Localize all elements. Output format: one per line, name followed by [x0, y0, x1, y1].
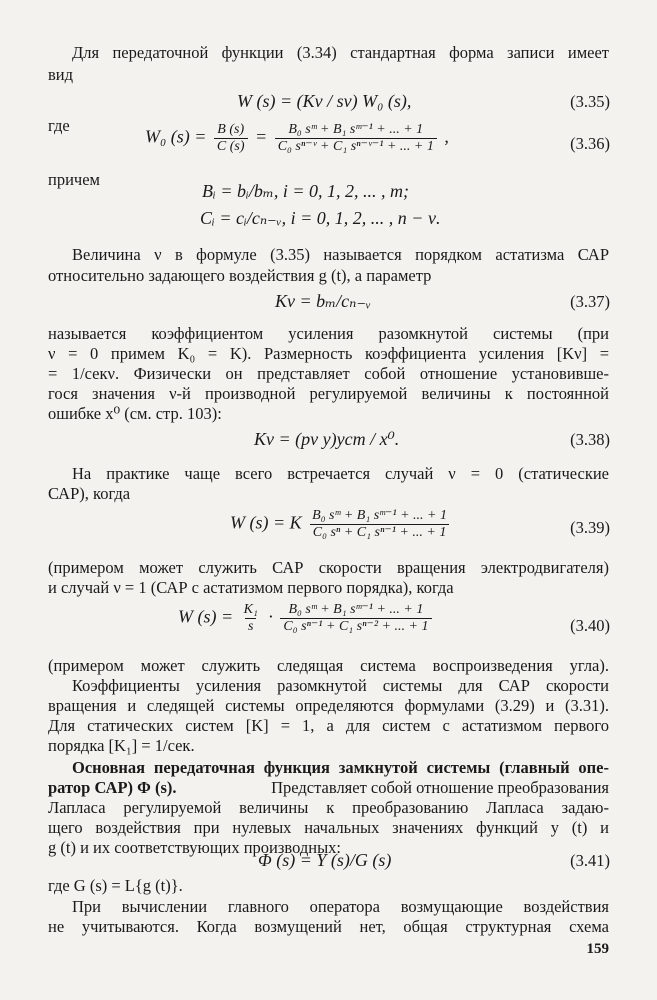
equation-3-41: Φ (s) = Y (s)/G (s) — [258, 850, 392, 870]
text-line: не учитываются. Когда возмущений нет, общая структурная схема — [48, 917, 609, 936]
equation-3-37: Kν = bₘ/cₙ₋ᵥ — [275, 291, 372, 311]
text-line: Для передаточной функции (3.34) стандартная форма записи имеет — [72, 43, 609, 62]
eq-lhs: W₀ (s) = — [145, 126, 207, 147]
section-heading: Основная передаточная функция замкнутой системы (главный опе- — [72, 758, 609, 777]
text-line: вид — [48, 65, 74, 84]
equation-number: (3.37) — [570, 292, 610, 311]
fraction-denominator: s — [245, 618, 256, 635]
text-line: g (t) и их соответствующих производных: — [48, 838, 342, 857]
eq-tail: , — [444, 126, 449, 147]
text-line: порядка [K₁] = 1/сек. — [48, 736, 195, 755]
text-line: = 1/секν. Физически он представляет собой отношение установивше- — [48, 364, 609, 383]
equation-ci: Cᵢ = cᵢ/cₙ₋ᵥ, i = 0, 1, 2, ... , n − ν. — [200, 208, 441, 228]
eq-dot: · — [268, 606, 273, 627]
text-line: ошибке x⁰ (см. стр. 103): — [48, 404, 222, 423]
equation-number: (3.35) — [570, 92, 610, 111]
fraction — [241, 602, 261, 635]
text-line: где G (s) = L{g (t)}. — [48, 876, 183, 895]
fraction-numerator: B₀ sᵐ + B₁ sᵐ⁻¹ + ... + 1 — [288, 122, 424, 137]
text-line: где — [48, 116, 70, 135]
text-line: щего воздействия при нулевых начальных значениях функций y (t) и — [48, 818, 609, 837]
equation-number: (3.40) — [570, 616, 610, 635]
fraction-numerator: K₁ — [243, 602, 258, 617]
equation-3-38: Kν = (pν y)уст / x⁰. — [254, 429, 400, 449]
equation-number: (3.38) — [570, 430, 610, 449]
page-number: 159 — [586, 941, 609, 957]
text-line: гося значения ν-й производной регулируемой величины к постоянной — [48, 384, 609, 403]
fraction — [214, 122, 248, 155]
text-line: Коэффициенты усиления разомкнутой системы для САР скорости — [72, 676, 609, 695]
equation-3-35: W (s) = (Kν / sν) W₀ (s), — [237, 91, 412, 111]
fraction — [309, 508, 450, 541]
text-line: ν = 0 примем K₀ = K). Размерность коэффициента усиления [Kν] = — [48, 344, 609, 363]
equation-bi: Bᵢ = bᵢ/bₘ, i = 0, 1, 2, ... , m; — [202, 181, 410, 201]
text-line: называется коэффициентом усиления разомкнутой системы (при — [48, 324, 609, 343]
fraction-numerator: B₀ sᵐ + B₁ sᵐ⁻¹ + ... + 1 — [312, 508, 447, 523]
text-line: Величина ν в формуле (3.35) называется порядком астатизма САР — [72, 245, 609, 264]
fraction-denominator: C₀ sⁿ⁻ᵛ + C₁ sⁿ⁻ᵛ⁻¹ + ... + 1 — [275, 138, 437, 155]
text-line: Лапласа регулируемой величины к преобразованию Лапласа задаю- — [48, 798, 609, 817]
fraction — [280, 602, 431, 635]
eq-sign: = — [255, 126, 268, 147]
equation-3-40 — [178, 602, 435, 635]
text-span: Представляет собой отношение преобразования — [271, 778, 609, 797]
fraction-denominator: C₀ sⁿ⁻¹ + C₁ sⁿ⁻² + ... + 1 — [280, 618, 431, 635]
equation-number: (3.36) — [570, 134, 610, 153]
text-line: вращения и следящей системы определяются формулами (3.29) и (3.31). — [48, 696, 609, 715]
text-line: Для статических систем [K] = 1, а для систем с астатизмом первого — [48, 716, 609, 735]
text-line: (примером может служить САР скорости вращения электродвигателя) — [48, 558, 609, 577]
equation-number: (3.41) — [570, 851, 610, 870]
text-line: причем — [48, 170, 100, 189]
fraction — [275, 122, 437, 155]
fraction-denominator: C₀ sⁿ + C₁ sⁿ⁻¹ + ... + 1 — [310, 524, 450, 541]
fraction-numerator: B (s) — [217, 122, 245, 137]
fraction-numerator: B₀ sᵐ + B₁ sᵐ⁻¹ + ... + 1 — [288, 602, 424, 617]
equation-number: (3.39) — [570, 518, 610, 537]
equation-3-36 — [145, 122, 449, 155]
fraction-denominator: C (s) — [214, 138, 248, 155]
text-line: относительно задающего воздействия g (t), а параметр — [48, 266, 432, 285]
text-line: При вычислении главного оператора возмущающие воздействия — [72, 897, 609, 916]
eq-lhs: W (s) = K — [230, 512, 302, 533]
text-line: САР), когда — [48, 484, 131, 503]
text-line: На практике чаще всего встречается случай ν = 0 (статические — [72, 464, 609, 483]
text-line — [48, 778, 609, 798]
text-line: (примером может служить следящая система воспроизведения угла). — [48, 656, 609, 675]
section-heading-tail: ратор САР) Φ (s). — [48, 778, 177, 797]
equation-3-39 — [230, 508, 453, 541]
eq-lhs: W (s) = — [178, 606, 234, 627]
text-line: и случай ν = 1 (САР с астатизмом первого порядка), когда — [48, 578, 454, 597]
